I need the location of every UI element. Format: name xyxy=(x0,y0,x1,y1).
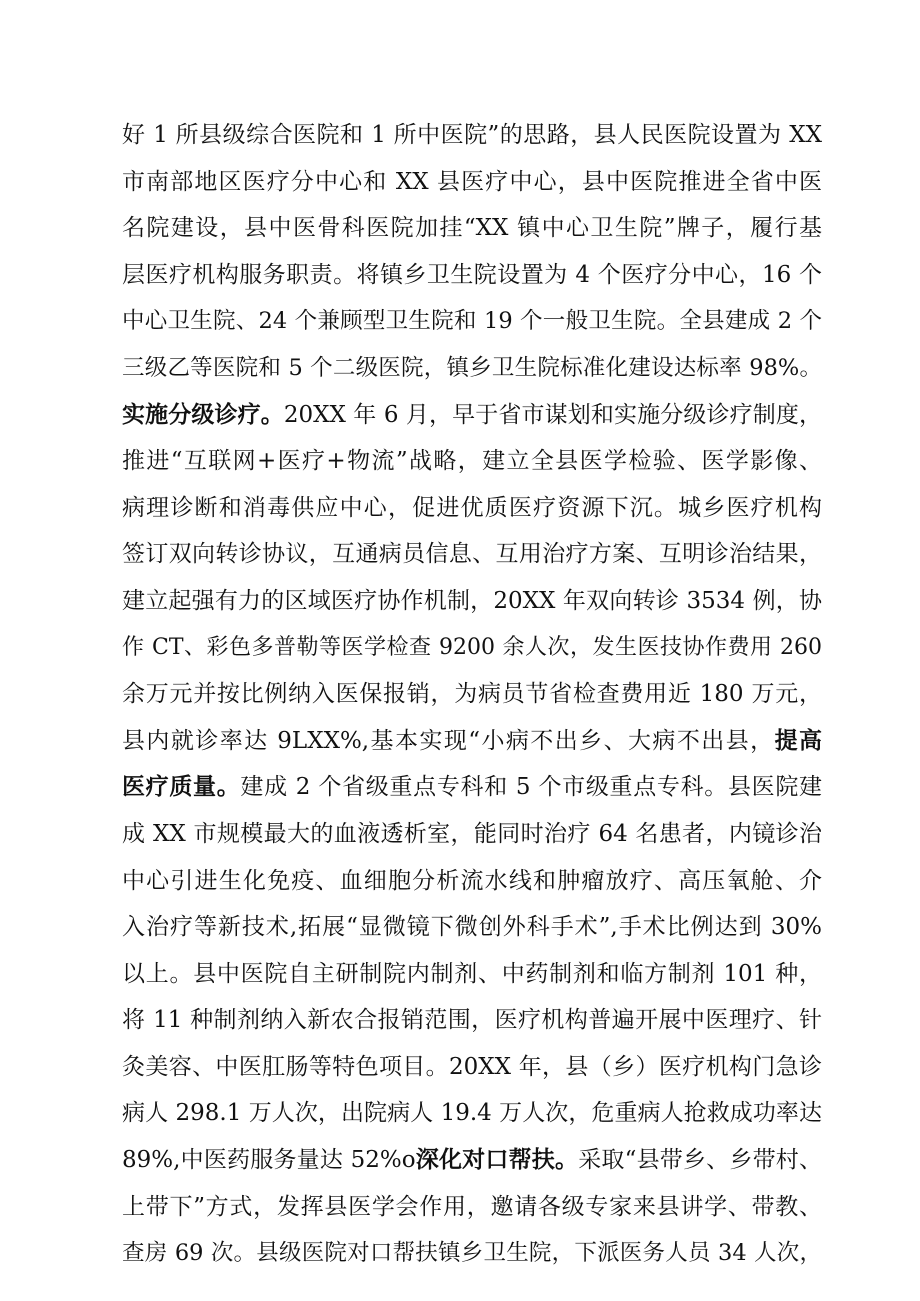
bold-heading-text: 实施分级诊疗。 xyxy=(122,401,284,428)
body-text-segment: 推进“互联网+医疗+物流”战略，建立全县医学检验、医学影像、 xyxy=(122,448,822,475)
body-text-segment: 余万元并按比例纳入医保报销，为病员节省检查费用近 180 万元， xyxy=(122,681,822,708)
text-line xyxy=(122,718,822,765)
body-text-segment: 中心引进生化免疫、血细胞分析流水线和肿瘤放疗、高压氧舱、介 xyxy=(122,867,822,894)
text-line xyxy=(122,858,822,905)
body-text-segment: 89%,中医药服务量达 52%o xyxy=(122,1147,416,1174)
text-line xyxy=(122,1044,822,1091)
text-line xyxy=(122,112,822,159)
text-line xyxy=(122,997,822,1044)
body-text-segment: 县内就诊率达 9LXX%,基本实现“小病不出乡、大病不出县， xyxy=(122,727,775,754)
body-text-segment: 查房 69 次。县级医院对口帮扶镇乡卫生院，下派医务人员 34 人次， xyxy=(122,1240,822,1267)
text-line xyxy=(122,904,822,951)
body-text-segment: 市南部地区医疗分中心和 XX 县医疗中心，县中医院推进全省中医 xyxy=(122,168,822,195)
body-text-segment: 签订双向转诊协议，互通病员信息、互用治疗方案、互明诊治结果， xyxy=(122,541,822,568)
body-text-segment: 以上。县中医院自主研制院内制剂、中药制剂和临方制剂 101 种， xyxy=(122,960,822,987)
body-text-segment: 采取“县带乡、乡带村、 xyxy=(578,1147,823,1174)
text-line xyxy=(122,811,822,858)
body-text-segment: 上带下”方式，发挥县医学会作用，邀请各级专家来县讲学、带教、 xyxy=(122,1193,822,1220)
body-text-segment: 入治疗等新技术,拓展“显微镜下微创外科手术”,手术比例达到 30% xyxy=(122,914,822,941)
text-line xyxy=(122,205,822,252)
bold-heading-text: 深化对口帮扶。 xyxy=(415,1147,579,1174)
body-text-segment: 将 11 种制剂纳入新农合报销范围，医疗机构普遍开展中医理疗、针 xyxy=(122,1007,822,1034)
text-line xyxy=(122,345,822,392)
body-text-segment: 三级乙等医院和 5 个二级医院，镇乡卫生院标准化建设达标率 98%。 xyxy=(122,354,822,381)
text-line xyxy=(122,625,822,672)
text-line xyxy=(122,485,822,532)
text-line xyxy=(122,1090,822,1137)
text-line xyxy=(122,1230,822,1277)
body-text-segment: 成 XX 市规模最大的血液透析室，能同时治疗 64 名患者，内镜诊治 xyxy=(122,820,822,847)
body-text-segment: 层医疗机构服务职责。将镇乡卫生院设置为 4 个医疗分中心，16 个 xyxy=(122,261,822,288)
text-line xyxy=(122,159,822,206)
text-line xyxy=(122,578,822,625)
text-line xyxy=(122,764,822,811)
text-line xyxy=(122,1137,822,1184)
text-line xyxy=(122,438,822,485)
text-line xyxy=(122,1184,822,1231)
text-line xyxy=(122,252,822,299)
body-text-segment: 好 1 所县级综合医院和 1 所中医院”的思路，县人民医院设置为 XX xyxy=(122,122,822,148)
body-text-segment: 作 CT、彩色多普勒等医学检查 9200 余人次，发生医技协作费用 260 xyxy=(122,634,822,660)
body-text-segment: 名院建设，县中医骨科医院加挂“XX 镇中心卫生院”牌子，履行基 xyxy=(122,215,822,242)
body-text-segment: 建立起强有力的区域医疗协作机制，20XX 年双向转诊 3534 例，协 xyxy=(122,587,822,614)
text-line xyxy=(122,531,822,578)
text-line xyxy=(122,671,822,718)
text-line xyxy=(122,392,822,439)
body-text-segment: 病理诊断和消毒供应中心，促进优质医疗资源下沉。城乡医疗机构 xyxy=(122,494,822,521)
body-text-segment: 建成 2 个省级重点专科和 5 个市级重点专科。县医院建 xyxy=(240,774,823,801)
text-line xyxy=(122,298,822,345)
body-text-segment: 中心卫生院、24 个兼顾型卫生院和 19 个一般卫生院。全县建成 2 个 xyxy=(122,308,822,335)
body-text-segment: 灸美容、中医肛肠等特色项目。20XX 年，县（乡）医疗机构门急诊 xyxy=(122,1053,822,1080)
text-line xyxy=(122,951,822,998)
bold-heading-text: 提高 xyxy=(774,727,823,754)
bold-heading-text: 医疗质量。 xyxy=(122,774,241,801)
body-text-segment: 20XX 年 6 月，早于省市谋划和实施分级诊疗制度， xyxy=(283,401,822,428)
body-text-segment: 病人 298.1 万人次，出院病人 19.4 万人次，危重病人抢救成功率达 xyxy=(122,1100,822,1127)
body-text xyxy=(122,112,822,1277)
